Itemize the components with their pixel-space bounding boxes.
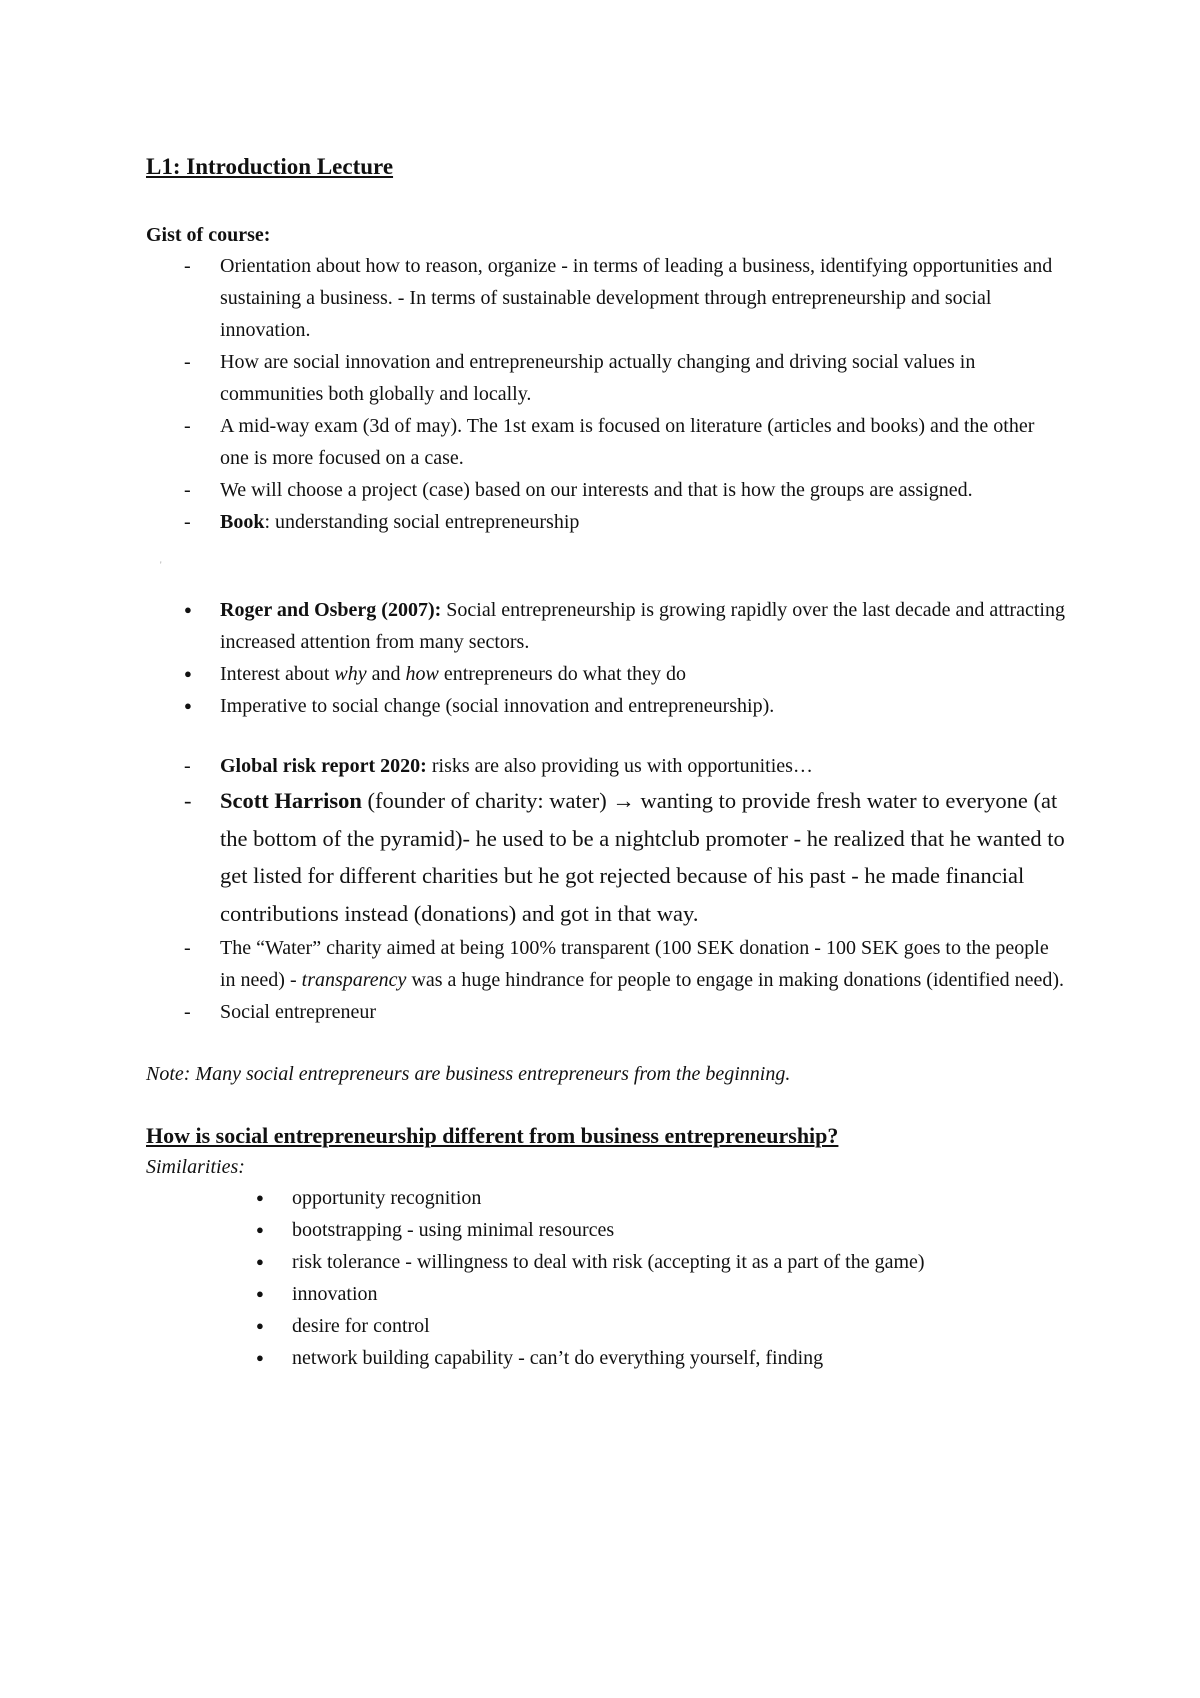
list-item: ● desire for control — [146, 1310, 1066, 1342]
section-heading: How is social entrepreneurship different from business entrepreneurship? — [146, 1123, 839, 1148]
dash-marker: - — [184, 788, 192, 813]
dash-marker: - — [184, 511, 191, 533]
dash-marker: - — [184, 255, 191, 277]
bullet-marker: ● — [184, 698, 192, 713]
list-item: ● network building capability - can’t do everything yourself, finding — [146, 1342, 1066, 1374]
bullet-marker: ● — [184, 602, 192, 617]
note-text: Note: Many social entrepreneurs are business entrepreneurs from the beginning. — [146, 1063, 791, 1085]
bullet-marker: ● — [256, 1286, 264, 1301]
list-item: ● bootstrapping - using minimal resources — [146, 1214, 1066, 1246]
list-item: ● Roger and Osberg (2007): Social entrepreneurship is growing rapidly over the last decade and attracting increased attention from many sectors. — [146, 594, 1066, 658]
dash-marker: - — [184, 937, 191, 959]
bullet-marker: ● — [256, 1350, 264, 1365]
dash-marker: - — [184, 415, 191, 437]
list-item: - Orientation about how to reason, organize - in terms of leading a business, identifying opportunities and sustaining a business. - In terms of sustainable development through entrepreneurship and social innovation. — [146, 250, 1066, 346]
bullet-marker: ● — [256, 1318, 264, 1333]
bullet-marker: ● — [256, 1190, 264, 1205]
document-page — [146, 140, 1066, 1374]
dash-marker: - — [184, 1001, 191, 1023]
bullet-marker: ● — [256, 1222, 264, 1237]
list-item: - How are social innovation and entrepreneurship actually changing and driving social values in communities both globally and locally. — [146, 346, 1066, 410]
page-title: L1: Introduction Lecture — [146, 154, 394, 179]
similarities-label: Similarities: — [146, 1156, 245, 1178]
stray-mark: ' — [160, 560, 162, 570]
risk-list — [146, 750, 1066, 1028]
bullet-marker: ● — [184, 666, 192, 681]
dash-marker: - — [184, 351, 191, 373]
list-item: - Book: understanding social entrepreneurship — [146, 506, 1066, 538]
research-bullets — [146, 594, 1066, 722]
list-item: - Scott Harrison (founder of charity: water) → wanting to provide fresh water to everyone (at the bottom of the pyramid)- he used to be a nightclub promoter - he realized that he wanted to get listed for different charities but he got rejected because of his past - he made financial contributions instead (donations) and got in that way. — [146, 782, 1066, 932]
list-item: - We will choose a project (case) based on our interests and that is how the groups are assigned. — [146, 474, 1066, 506]
global-risk-label: Global risk report 2020: — [220, 755, 427, 777]
list-item: ● risk tolerance - willingness to deal with risk (accepting it as a part of the game) — [146, 1246, 1066, 1278]
gist-list — [146, 250, 1066, 538]
list-item: ● Imperative to social change (social innovation and entrepreneurship). — [146, 690, 1066, 722]
gist-heading: Gist of course: — [146, 224, 271, 246]
list-item: - Social entrepreneur — [146, 996, 1066, 1028]
book-label: Book — [220, 511, 265, 533]
similarities-list — [146, 1182, 1066, 1374]
list-item: - The “Water” charity aimed at being 100% transparent (100 SEK donation - 100 SEK goes to the people in need) - transparency was a huge hindrance for people to engage in making donations (identified need). — [146, 932, 1066, 996]
list-item: - A mid-way exam (3d of may). The 1st exam is focused on literature (articles and books) and the other one is more focused on a case. — [146, 410, 1066, 474]
list-item: ● Interest about why and how entrepreneurs do what they do — [146, 658, 1066, 690]
roger-label: Roger and Osberg (2007): — [220, 599, 442, 621]
list-item: ● opportunity recognition — [146, 1182, 1066, 1214]
dash-marker: - — [184, 479, 191, 501]
dash-marker: - — [184, 755, 191, 777]
bullet-marker: ● — [256, 1254, 264, 1269]
list-item: ● innovation — [146, 1278, 1066, 1310]
scott-harrison-label: Scott Harrison — [220, 788, 362, 813]
list-item: - Global risk report 2020: risks are also providing us with opportunities… — [146, 750, 1066, 782]
